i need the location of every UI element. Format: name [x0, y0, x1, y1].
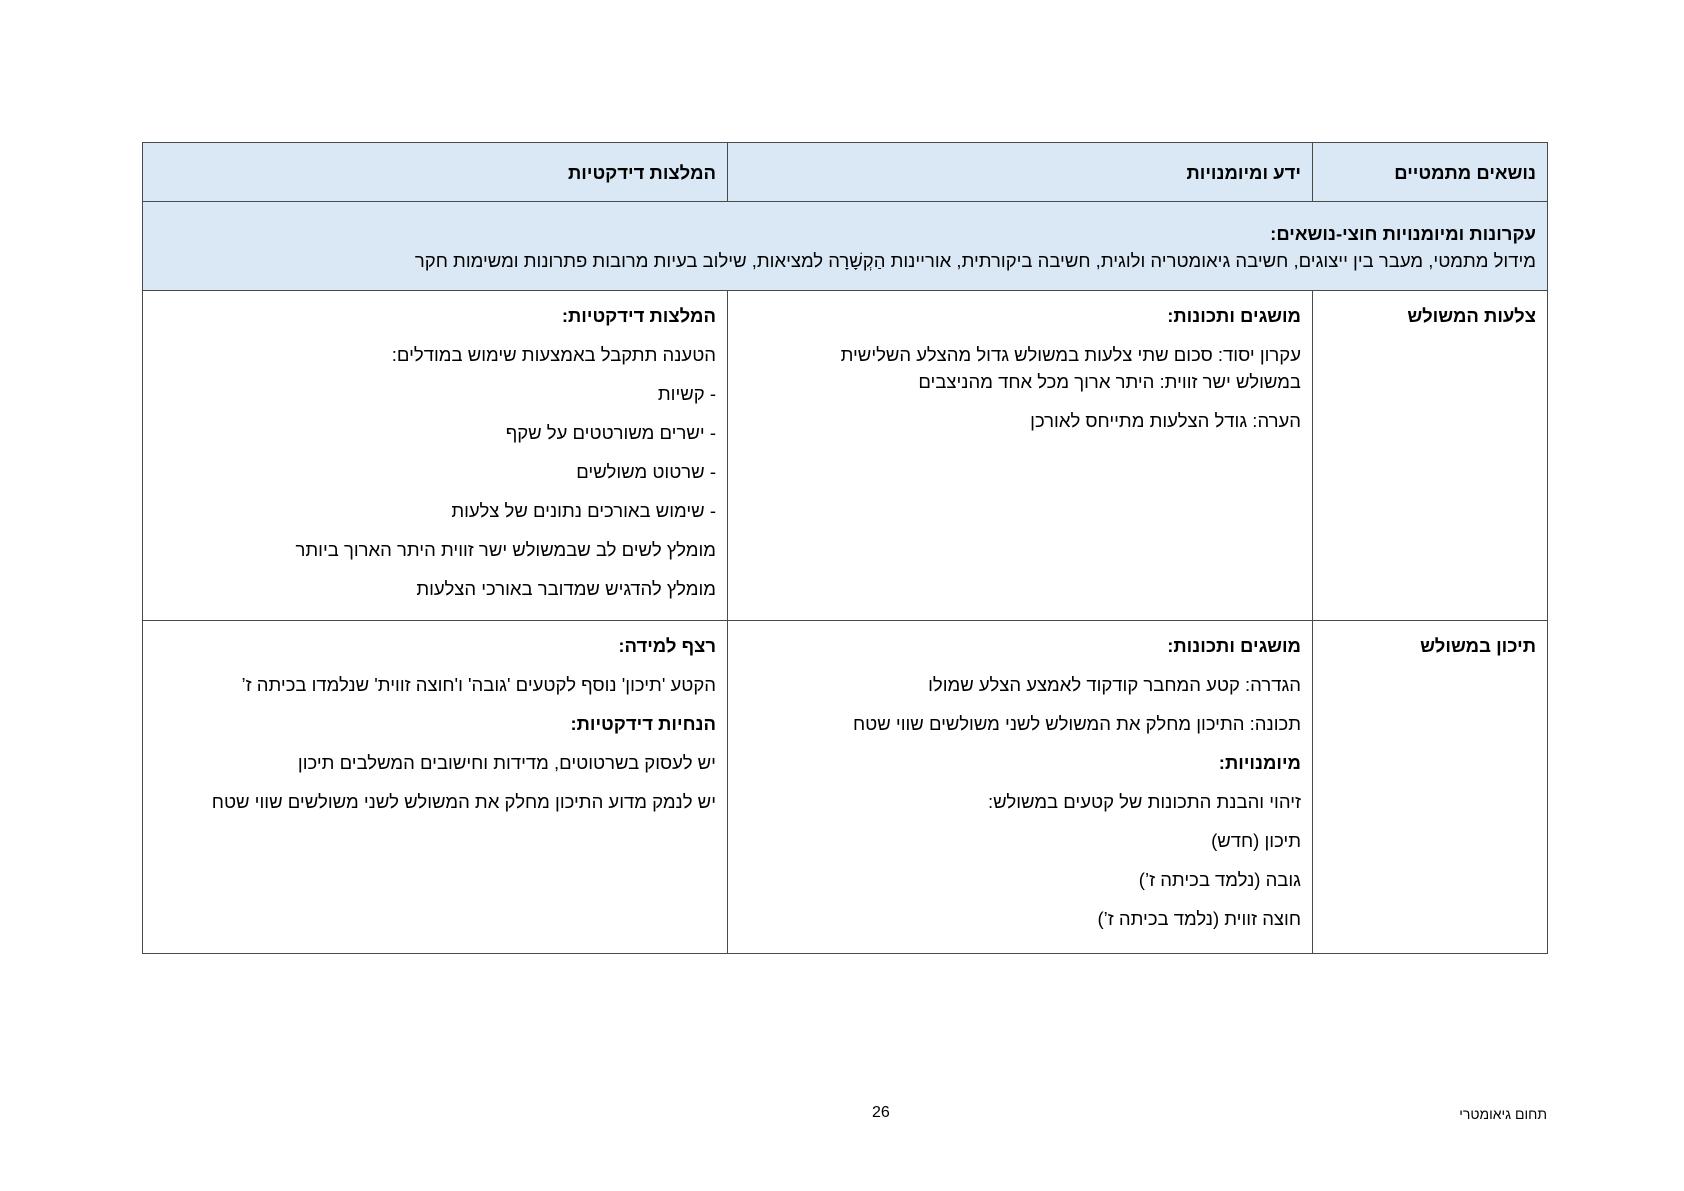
curriculum-table — [142, 142, 1548, 954]
header-topics: נושאים מתמטיים — [1313, 143, 1548, 202]
recommendations-title: המלצות דידקטיות: — [561, 305, 716, 326]
knowledge-property: תכונה: התיכון מחלק את המשולש לשני משולשים שווי שטח — [852, 713, 1301, 734]
knowledge-cell — [728, 621, 1313, 954]
skills-title: מיומנויות: — [1218, 752, 1301, 773]
topic-name: צלעות המשולש — [1407, 305, 1536, 326]
recommendations-intro: הטענה תתקבל באמצעות שימוש במודלים: — [391, 344, 716, 365]
page-number: 26 — [872, 1104, 890, 1121]
list-item: - שרטוט משולשים — [576, 461, 716, 482]
recommendations-cell — [143, 291, 728, 621]
list-item: - שימוש באורכים נתונים של צלעות — [451, 500, 716, 521]
header-knowledge: ידע ומיומנויות — [728, 143, 1313, 202]
principles-row — [143, 202, 1548, 291]
list-item: גובה (נלמד בכיתה ז’) — [1138, 869, 1301, 890]
guidelines-title: הנחיות דידקטיות: — [570, 713, 716, 734]
knowledge-principle: עקרון יסוד: סכום שתי צלעות במשולש גדול מהצלע השלישית — [840, 344, 1301, 365]
guideline: יש לנמק מדוע התיכון מחלק את המשולש לשני משולשים שווי שטח — [211, 791, 716, 812]
knowledge-note: הערה: גודל הצלעות מתייחס לאורכן — [1030, 410, 1301, 431]
knowledge-definition: הגדרה: קטע המחבר קודקוד לאמצע הצלע שמולו — [928, 674, 1301, 695]
topic-cell — [1313, 621, 1548, 954]
list-item: - קשיות — [657, 383, 716, 404]
guideline: יש לעסוק בשרטוטים, מדידות וחישובים המשלבים תיכון — [297, 752, 716, 773]
knowledge-right-triangle: במשולש ישר זווית: היתר ארוך מכל אחד מהניצבים — [918, 371, 1301, 392]
knowledge-cell — [728, 291, 1313, 621]
recommendations-tip: מומלץ להדגיש שמדובר באורכי הצלעות — [416, 578, 716, 599]
recommendations-cell — [143, 621, 728, 954]
list-item: תיכון (חדש) — [1211, 830, 1301, 851]
table-row — [143, 291, 1548, 621]
list-item: - ישרים משורטטים על שקף — [505, 422, 716, 443]
principles-cell — [143, 202, 1548, 291]
table-header-row — [143, 143, 1548, 202]
recommendations-tip: מומלץ לשים לב שבמשולש ישר זווית היתר הארוך ביותר — [295, 539, 716, 560]
header-recommendations: המלצות דידקטיות — [143, 143, 728, 202]
topic-cell — [1313, 291, 1548, 621]
sequence-text: הקטע 'תיכון' נוסף לקטעים 'גובה' ו'חוצה זווית' שנלמדו בכיתה ז’ — [241, 674, 716, 695]
principles-text: מידול מתמטי, מעבר בין ייצוגים, חשיבה גיאומטריה ולוגית, חשיבה ביקורתית, אוריינות הַקְשָׁרָה למציאות, שילוב בעיות מרובות פתרונות ומשימות חקר — [414, 250, 1536, 271]
footer-section-label: תחום גיאומטרי — [1459, 1106, 1547, 1122]
table-row — [143, 621, 1548, 954]
sequence-title: רצף למידה: — [618, 635, 716, 656]
topic-name: תיכון במשולש — [1420, 635, 1536, 656]
principles-title: עקרונות ומיומנויות חוצי-נושאים: — [1270, 223, 1536, 244]
knowledge-title: מושגים ותכונות: — [1167, 305, 1301, 326]
skills-intro: זיהוי והבנת התכונות של קטעים במשולש: — [987, 791, 1301, 812]
list-item: חוצה זווית (נלמד בכיתה ז’) — [1097, 908, 1301, 929]
knowledge-title: מושגים ותכונות: — [1167, 635, 1301, 656]
